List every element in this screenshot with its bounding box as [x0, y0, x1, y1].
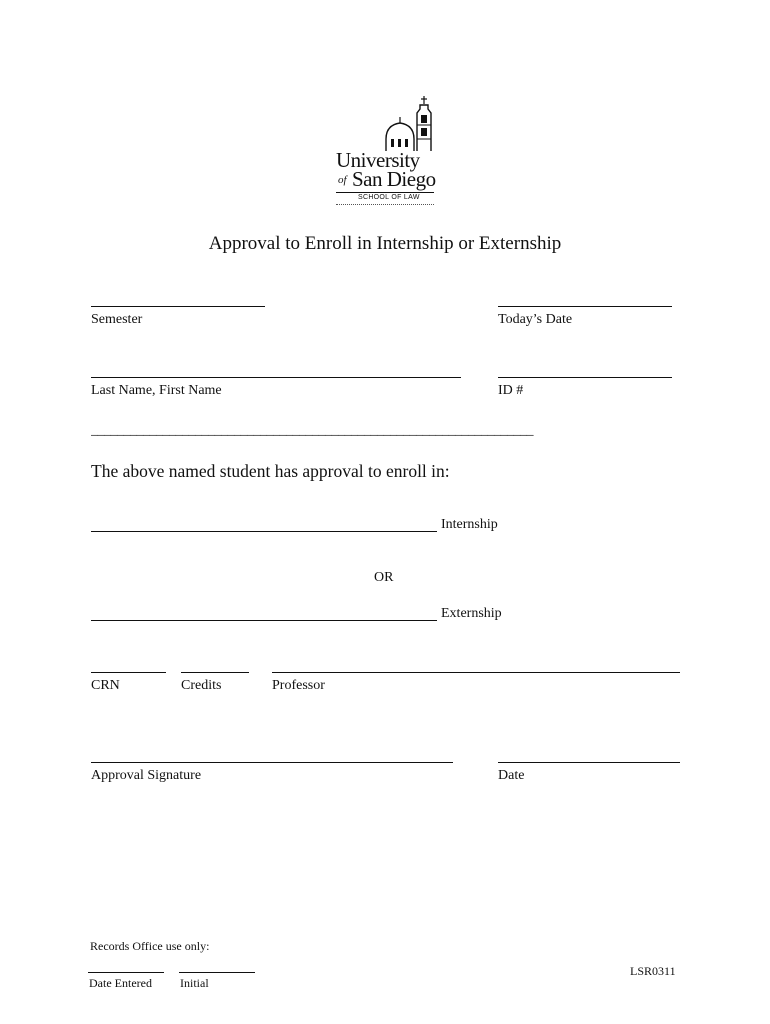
crn-label: CRN — [91, 678, 120, 693]
credits-label: Credits — [181, 678, 222, 693]
externship-field[interactable] — [91, 620, 437, 621]
todays-date-label: Today’s Date — [498, 312, 573, 327]
date-entered-label: Date Entered — [89, 976, 152, 990]
semester-label: Semester — [91, 312, 143, 327]
internship-field[interactable] — [91, 531, 437, 532]
logo-line-san-diego: San Diego — [352, 167, 436, 191]
approval-signature-field[interactable] — [91, 762, 453, 763]
records-office-heading: Records Office use only: — [90, 939, 210, 953]
name-field[interactable] — [91, 377, 461, 378]
todays-date-field[interactable] — [498, 306, 672, 307]
section-divider: ____________________________________________________________________ — [91, 423, 533, 438]
form-title: Approval to Enroll in Internship or Externship — [208, 233, 562, 254]
approval-signature-label: Approval Signature — [91, 768, 202, 783]
professor-field[interactable] — [272, 672, 680, 673]
crn-field[interactable] — [91, 672, 166, 673]
approval-date-label: Date — [498, 768, 525, 783]
credits-field[interactable] — [181, 672, 249, 673]
initial-label: Initial — [180, 976, 209, 990]
internship-label: Internship — [441, 517, 498, 532]
date-entered-field[interactable] — [88, 972, 164, 973]
semester-field[interactable] — [91, 306, 265, 307]
logo-line-school-of-law: SCHOOL OF LAW — [358, 194, 420, 201]
university-logo — [334, 95, 438, 207]
logo-line-university: University — [336, 148, 420, 172]
or-label: OR — [374, 570, 394, 585]
approval-statement: The above named student has approval to enroll in: — [91, 461, 450, 481]
professor-label: Professor — [272, 678, 325, 693]
form-code: LSR0311 — [630, 964, 676, 978]
logo-of: of — [338, 174, 347, 186]
id-field[interactable] — [498, 377, 672, 378]
initial-field[interactable] — [179, 972, 255, 973]
name-label: Last Name, First Name — [91, 383, 222, 398]
mission-tower-icon — [382, 95, 436, 151]
externship-label: Externship — [441, 606, 502, 621]
id-label: ID # — [498, 383, 524, 398]
approval-date-field[interactable] — [498, 762, 680, 763]
